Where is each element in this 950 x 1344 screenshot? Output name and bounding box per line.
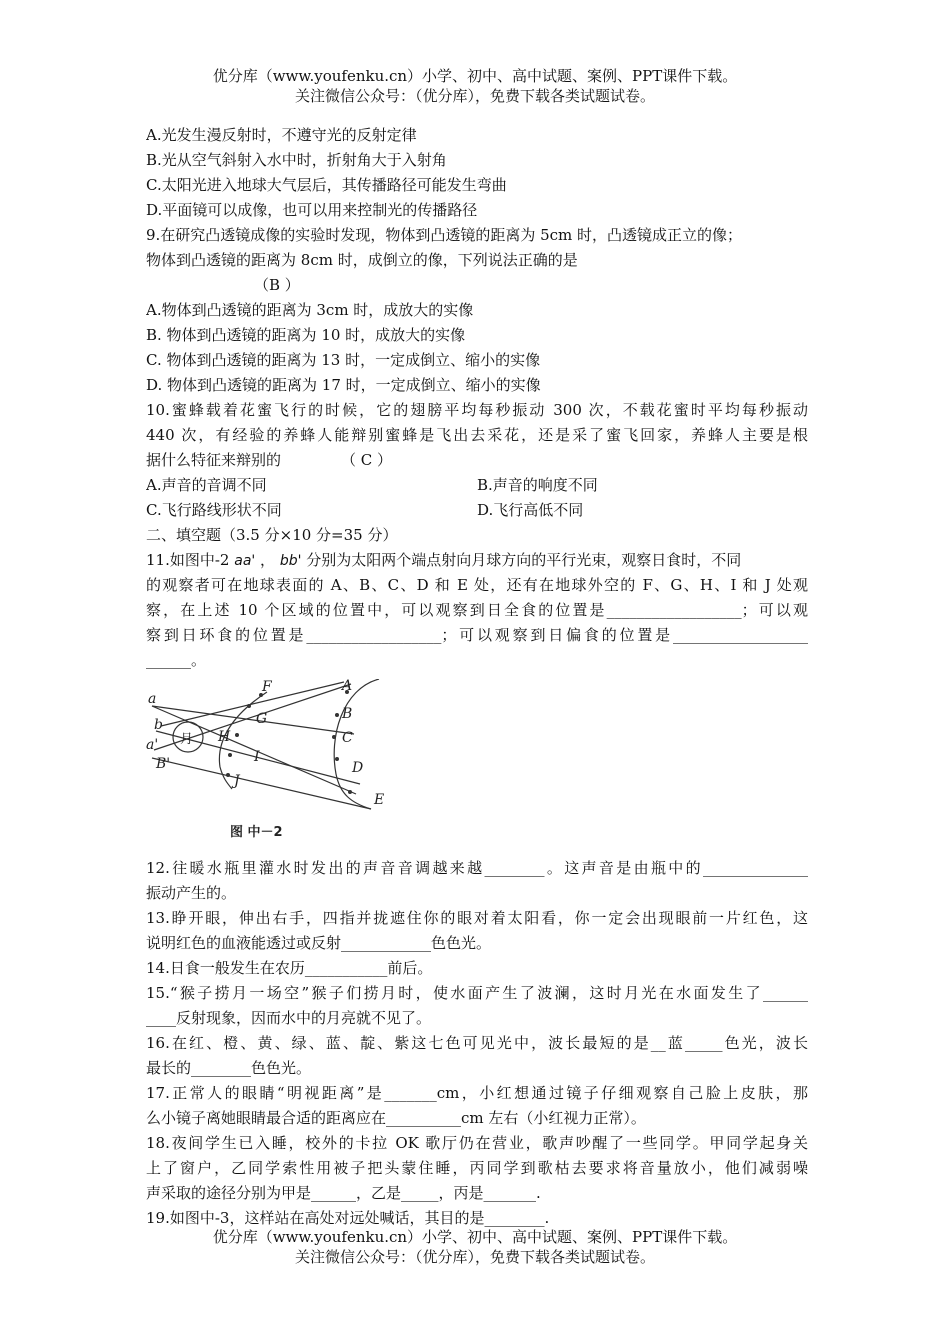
q8-option-d: D.平面镜可以成像，也可以用来控制光的传播路径 [146, 201, 478, 219]
q11-line-3: 察，在上述 10 个区域的位置中，可以观察到日全食的位置是__________________；可以观 [146, 601, 808, 619]
q10-line-1: 10.蜜蜂载着花蜜飞行的时候，它的翅膀平均每秒振动 300 次，不载花蜜时平均每秒振动 [146, 401, 808, 419]
q10-option-a: A.声音的音调不同 [146, 476, 267, 494]
q10-option-d: D.飞行高低不同 [477, 501, 584, 519]
footer-line-1: 优分库（www.youfenku.cn）小学、初中、高中试题、案例、PPT课件下载。 [212, 1228, 738, 1246]
earth-arc [334, 679, 379, 809]
label-bprime: B' [156, 756, 171, 772]
q9-line-1: 9.在研究凸透镜成像的实验时发现，物体到凸透镜的距离为 5cm 时，凸透镜成正立的像； [146, 226, 743, 244]
q12-line-1: 12.往暖水瓶里灌水时发出的声音音调越来越________。这声音是由瓶中的______________ [146, 859, 808, 877]
q11-separator: ， [260, 551, 276, 569]
label-g: G [256, 711, 268, 727]
point-j [226, 773, 230, 777]
point-d [335, 757, 339, 761]
eclipse-diagram [146, 679, 416, 844]
q9-option-a: A.物体到凸透镜的距离为 3cm 时，成放大的实像 [146, 301, 474, 319]
header-line-1: 优分库（www.youfenku.cn）小学、初中、高中试题、案例、PPT课件下载。 [212, 67, 738, 85]
q9-answer: （B ） [254, 276, 300, 294]
q10-options-row-1 [146, 473, 808, 498]
q11-line-5: ______。 [146, 651, 207, 669]
label-capital-a: A [342, 679, 353, 694]
label-h: H [218, 729, 231, 745]
q11-line-1-rest: 分别为太阳两个端点射向月球方向的平行光束，观察日食时，不同 [306, 551, 742, 569]
moon-label: 月 [180, 732, 194, 747]
point-i [228, 753, 232, 757]
q10-line-3 [146, 448, 808, 473]
q10-options-row-2 [146, 498, 808, 523]
page-header-top [0, 66, 950, 106]
point-c [332, 735, 336, 739]
q9-option-d: D. 物体到凸透镜的距离为 17 时，一定成倒立、缩小的实像 [146, 376, 541, 394]
label-capital-c: C [342, 730, 353, 746]
q11-line-1 [146, 548, 808, 573]
label-capital-e: E [374, 792, 385, 808]
q15-line-1: 15.“猴子捞月一场空”猴子们捞月时，使水面产生了波澜，这时月光在水面发生了______ [146, 984, 808, 1002]
q13-line-1: 13.睁开眼，伸出右手，四指并拢遮住你的眼对着太阳看，你一定会出现眼前一片红色，这 [146, 909, 808, 927]
label-capital-b: B [342, 706, 353, 722]
q11-prefix: 11.如图中-2 [146, 551, 230, 569]
q8-option-a: A.光发生漫反射时，不遵守光的反射定律 [146, 126, 417, 144]
q18-line-2: 上了窗户，乙同学索性用被子把头蒙住睡，丙同学到歌枯去要求将音量放小，他们减弱噪 [146, 1159, 808, 1177]
q11-symbol-bb: bb' [279, 553, 302, 569]
q18-line-3: 声采取的途径分别为甲是______，乙是_____，丙是_______. [146, 1184, 541, 1202]
q8-option-c: C.太阳光进入地球大气层后，其传播路径可能发生弯曲 [146, 176, 507, 194]
q16-line-1: 16.在红、橙、黄、绿、蓝、靛、紫这七色可见光中，波长最短的是__蓝_____色光，波长 [146, 1034, 808, 1052]
q19-line-1: 19.如图中-3，这样站在高处对远处喊话，其目的是________. [146, 1209, 550, 1227]
q10-line-3-text: 据什么特征来辩别的 [146, 451, 282, 469]
page-footer [0, 1227, 950, 1267]
point-b [335, 713, 339, 717]
q11-line-4: 察到日环食的位置是__________________；可以观察到日偏食的位置是__________________ [146, 626, 808, 644]
eclipse-figure [146, 679, 808, 844]
point-e [348, 790, 352, 794]
label-aprime: a' [146, 737, 159, 753]
q10-option-b: B.声音的响度不同 [477, 476, 598, 494]
label-b: b [154, 717, 163, 733]
q13-line-2: 说明红色的血液能透过或反射____________色色光。 [146, 934, 492, 952]
label-f: F [262, 679, 272, 695]
q18-line-1: 18.夜间学生已入睡，校外的卡拉 OK 歌厅仍在营业，歌声吵醒了一些同学。甲同学起身关 [146, 1134, 808, 1152]
header-line-2: 关注微信公众号：（优分库），免费下载各类试题试卷。 [294, 87, 655, 105]
footer-line-2: 关注微信公众号：（优分库），免费下载各类试题试卷。 [294, 1248, 655, 1266]
point-h [235, 733, 239, 737]
section-title: 二、填空题（3.5 分×10 分=35 分） [146, 526, 398, 544]
q17-line-1: 17.正常人的眼睛“明视距离”是_______cm，小红想通过镜子仔细观察自己脸上皮肤，那 [146, 1084, 808, 1102]
point-g [247, 704, 251, 708]
q10-option-c: C.飞行路线形状不同 [146, 501, 282, 519]
label-i: I [254, 749, 260, 765]
label-j: J [234, 773, 240, 789]
q9-option-b: B. 物体到凸透镜的距离为 10 时，成放大的实像 [146, 326, 466, 344]
question-content [146, 123, 808, 1231]
q10-line-2: 440 次，有经验的养蜂人能辩别蜜蜂是飞出去采花，还是采了蜜飞回家，养蜂人主要是根 [146, 426, 808, 444]
q11-symbol-aa: aa' [234, 553, 256, 569]
q17-line-2: 么小镜子离她眼睛最合适的距离应在__________cm 左右（小红视力正常）。 [146, 1109, 646, 1127]
q8-option-b: B.光从空气斜射入水中时，折射角大于入射角 [146, 151, 447, 169]
q10-answer: （ C ） [341, 451, 393, 469]
q9-option-c: C. 物体到凸透镜的距离为 13 时，一定成倒立、缩小的实像 [146, 351, 541, 369]
q11-line-2: 的观察者可在地球表面的 A、B、C、D 和 E 处，还有在地球外空的 F、G、H、I 和 J 处观 [146, 576, 808, 594]
figure-caption: 图 中－2 [230, 825, 283, 840]
q12-line-2: 振动产生的。 [146, 884, 237, 902]
q9-line-2: 物体到凸透镜的距离为 8cm 时，成倒立的像，下列说法正确的是 [146, 251, 578, 269]
q14-line-1: 14.日食一般发生在农历___________前后。 [146, 959, 433, 977]
q15-line-2: ____反射现象，因而水中的月亮就不见了。 [146, 1009, 432, 1027]
q16-line-2: 最长的________色色光。 [146, 1059, 312, 1077]
label-capital-d: D [352, 760, 364, 776]
label-a: a [148, 691, 157, 707]
ray-a-upper [152, 706, 354, 734]
